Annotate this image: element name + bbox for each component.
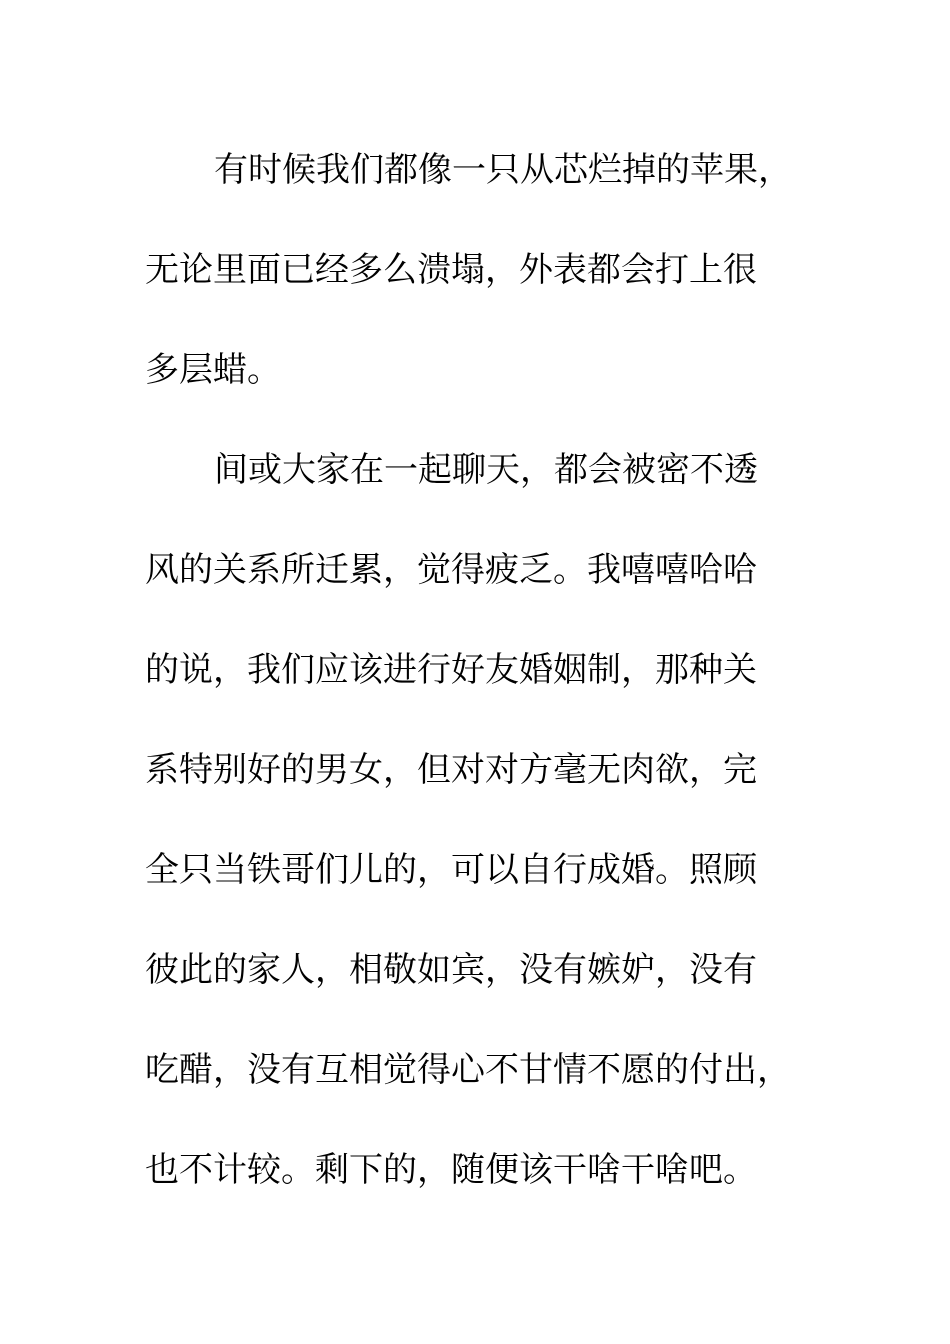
text-line: 风的关系所迁累，觉得疲乏。我嘻嘻哈哈 (145, 550, 757, 590)
text-line: 也不计较。剩下的，随便该干啥干啥吧。 (145, 1150, 757, 1190)
text-line: 有时候我们都像一只从芯烂掉的苹果， (214, 150, 792, 190)
text-line: 无论里面已经多么溃塌，外表都会打上很 (145, 250, 757, 290)
document-body (145, 120, 825, 1220)
text-line: 系特别好的男女，但对对方毫无肉欲，完 (145, 750, 757, 790)
text-line: 多层蜡。 (145, 350, 281, 390)
text-line: 吃醋，没有互相觉得心不甘情不愿的付出， (145, 1050, 791, 1090)
text-line: 间或大家在一起聊天，都会被密不透 (214, 450, 758, 490)
paragraph-2 (145, 420, 825, 1220)
text-line: 的说，我们应该进行好友婚姻制，那种关 (145, 650, 757, 690)
text-line: 全只当铁哥们儿的，可以自行成婚。照顾 (145, 850, 757, 890)
paragraph-1 (145, 120, 825, 420)
text-line: 彼此的家人，相敬如宾，没有嫉妒，没有 (145, 950, 757, 990)
